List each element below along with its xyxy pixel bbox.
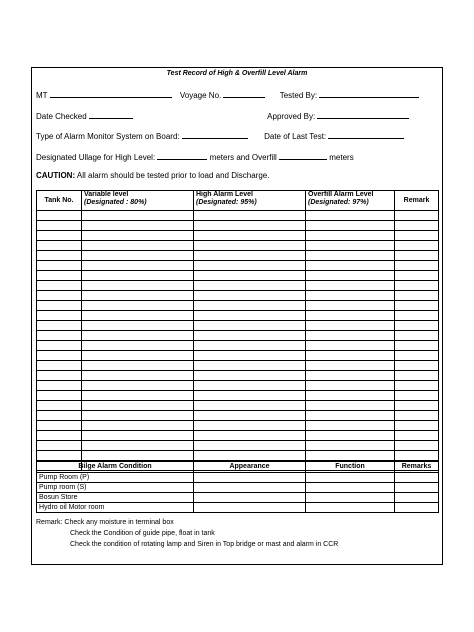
overfill-alarm-cell[interactable] — [306, 241, 395, 251]
remark-line-3: Check the condition of rotating lamp and Siren in Top bridge or mast and alarm in CCR — [70, 541, 339, 548]
tank-no-cell[interactable] — [37, 271, 82, 281]
overfill-alarm-cell[interactable] — [306, 291, 395, 301]
header-row-3 — [36, 130, 404, 141]
tank-no-cell[interactable] — [37, 261, 82, 271]
tank-no-cell[interactable] — [37, 331, 82, 341]
tank-no-cell[interactable] — [37, 281, 82, 291]
tank-no-cell[interactable] — [37, 411, 82, 421]
remark-cell[interactable] — [395, 281, 439, 291]
bilge-location: Hydro oil Motor room — [37, 503, 194, 513]
table-row — [37, 281, 439, 291]
remark-cell[interactable] — [395, 301, 439, 311]
variable-level-cell[interactable] — [82, 341, 194, 351]
remark-cell[interactable] — [395, 211, 439, 221]
overfill-alarm-cell[interactable] — [306, 411, 395, 421]
high-alarm-cell[interactable] — [194, 251, 306, 261]
high-alarm-cell[interactable] — [194, 331, 306, 341]
tank-no-cell[interactable] — [37, 431, 82, 441]
high-level-field[interactable] — [157, 151, 207, 160]
variable-level-cell[interactable] — [82, 331, 194, 341]
high-alarm-cell[interactable] — [194, 371, 306, 381]
variable-level-cell[interactable] — [82, 231, 194, 241]
col-remark: Remark — [395, 191, 439, 211]
appearance-cell[interactable] — [194, 493, 306, 503]
overfill-alarm-cell[interactable] — [306, 311, 395, 321]
overfill-alarm-cell[interactable] — [306, 381, 395, 391]
tested-by-field[interactable] — [319, 89, 419, 98]
variable-level-cell[interactable] — [82, 291, 194, 301]
tank-no-cell[interactable] — [37, 321, 82, 331]
remark-cell[interactable] — [395, 361, 439, 371]
caution-label: CAUTION: — [36, 171, 76, 180]
table-row — [37, 321, 439, 331]
alarm-system-label: Type of Alarm Monitor System on Board: — [36, 132, 180, 141]
header-row-4 — [36, 151, 354, 162]
form-frame — [31, 67, 443, 565]
overfill-alarm-cell[interactable] — [306, 351, 395, 361]
approved-by-field[interactable] — [317, 110, 409, 119]
tank-no-cell[interactable] — [37, 371, 82, 381]
overfill-alarm-cell[interactable] — [306, 361, 395, 371]
table-row — [37, 291, 439, 301]
overfill-alarm-cell[interactable] — [306, 371, 395, 381]
remark-cell[interactable] — [395, 441, 439, 451]
high-alarm-cell[interactable] — [194, 291, 306, 301]
alarm-test-table — [36, 190, 439, 471]
appearance-cell[interactable] — [194, 503, 306, 513]
remark-cell[interactable] — [395, 261, 439, 271]
table-row — [37, 261, 439, 271]
variable-level-cell[interactable] — [82, 281, 194, 291]
bilge-location: Pump Room (P) — [37, 473, 194, 483]
table-row — [37, 391, 439, 401]
variable-level-cell[interactable] — [82, 381, 194, 391]
high-alarm-cell[interactable] — [194, 451, 306, 461]
high-alarm-cell[interactable] — [194, 401, 306, 411]
high-alarm-cell[interactable] — [194, 231, 306, 241]
remark-line-1: Remark: Check any moisture in terminal box — [36, 519, 174, 526]
remark-cell[interactable] — [395, 231, 439, 241]
overfill-alarm-cell[interactable] — [306, 301, 395, 311]
variable-level-cell[interactable] — [82, 261, 194, 271]
high-alarm-cell[interactable] — [194, 431, 306, 441]
function-cell[interactable] — [306, 483, 395, 493]
remark-cell[interactable] — [395, 381, 439, 391]
overfill-alarm-cell[interactable] — [306, 331, 395, 341]
overfill-alarm-cell[interactable] — [306, 451, 395, 461]
remark-cell[interactable] — [395, 341, 439, 351]
table-row — [37, 331, 439, 341]
variable-level-cell[interactable] — [82, 241, 194, 251]
overfill-alarm-cell[interactable] — [306, 271, 395, 281]
high-alarm-cell[interactable] — [194, 381, 306, 391]
high-alarm-cell[interactable] — [194, 351, 306, 361]
voyage-field[interactable] — [223, 89, 265, 98]
tank-no-cell[interactable] — [37, 311, 82, 321]
high-alarm-cell[interactable] — [194, 361, 306, 371]
variable-level-cell[interactable] — [82, 251, 194, 261]
tank-no-cell[interactable] — [37, 251, 82, 261]
table-row — [37, 221, 439, 231]
remarks-cell[interactable] — [395, 483, 439, 493]
overfill-alarm-cell[interactable] — [306, 441, 395, 451]
remark-cell[interactable] — [395, 271, 439, 281]
caution-line — [36, 171, 269, 180]
remarks-block — [36, 517, 338, 550]
form-title: Test Record of High & Overfill Level Alarm — [166, 70, 308, 77]
approved-by-label: Approved By: — [267, 112, 316, 121]
remark-cell[interactable] — [395, 351, 439, 361]
high-alarm-cell[interactable] — [194, 341, 306, 351]
variable-level-cell[interactable] — [82, 431, 194, 441]
remark-cell[interactable] — [395, 331, 439, 341]
bilge-location: Pump room (S) — [37, 483, 194, 493]
overfill-alarm-cell[interactable] — [306, 221, 395, 231]
variable-level-cell[interactable] — [82, 451, 194, 461]
remarks-cell[interactable] — [395, 493, 439, 503]
overfill-alarm-cell[interactable] — [306, 431, 395, 441]
variable-level-cell[interactable] — [82, 391, 194, 401]
table-row — [37, 231, 439, 241]
table-row — [37, 371, 439, 381]
variable-level-cell[interactable] — [82, 401, 194, 411]
col-bilge-condition: Bilge Alarm Condition — [37, 462, 194, 473]
overfill-alarm-cell[interactable] — [306, 401, 395, 411]
tank-no-cell[interactable] — [37, 381, 82, 391]
caution-text: All alarm should be tested prior to load and Discharge. — [76, 171, 270, 180]
variable-level-cell[interactable] — [82, 311, 194, 321]
tank-no-cell[interactable] — [37, 441, 82, 451]
date-last-test-label: Date of Last Test: — [264, 132, 327, 141]
function-cell[interactable] — [306, 493, 395, 503]
tank-no-cell[interactable] — [37, 301, 82, 311]
table-row — [37, 411, 439, 421]
remarks-cell[interactable] — [395, 503, 439, 513]
function-cell[interactable] — [306, 473, 395, 483]
table-row — [37, 473, 439, 483]
table-row — [37, 401, 439, 411]
ullage-label: Designated Ullage for High Level: — [36, 153, 156, 162]
col-overfill-alarm: Overfill Alarm Level (Designated: 97%) — [306, 191, 395, 211]
table-row — [37, 381, 439, 391]
col-remarks: Remarks — [395, 462, 439, 473]
high-alarm-cell[interactable] — [194, 311, 306, 321]
table-row — [37, 241, 439, 251]
meters-label: meters — [329, 153, 354, 162]
remark-line-2: Check the Condition of guide pipe, float in tank — [70, 530, 215, 537]
remark-cell[interactable] — [395, 431, 439, 441]
overfill-field[interactable] — [279, 151, 327, 160]
tank-no-cell[interactable] — [37, 391, 82, 401]
overfill-alarm-cell[interactable] — [306, 421, 395, 431]
overfill-alarm-cell[interactable] — [306, 341, 395, 351]
voyage-label: Voyage No. — [179, 91, 222, 100]
table-row — [37, 341, 439, 351]
col-variable-level: Variable level (Designated : 80%) — [82, 191, 194, 211]
table-row — [37, 503, 439, 513]
high-alarm-cell[interactable] — [194, 301, 306, 311]
meters-overfill-label: meters and Overfill — [209, 153, 277, 162]
high-alarm-cell[interactable] — [194, 211, 306, 221]
variable-level-cell[interactable] — [82, 221, 194, 231]
bilge-alarm-table — [36, 461, 439, 513]
header-row-2 — [36, 110, 409, 121]
remark-cell[interactable] — [395, 311, 439, 321]
variable-level-cell[interactable] — [82, 271, 194, 281]
date-checked-label: Date Checked — [36, 112, 87, 121]
table-row — [37, 483, 439, 493]
tank-no-cell[interactable] — [37, 351, 82, 361]
table-row — [37, 251, 439, 261]
bilge-header-row — [37, 462, 439, 473]
overfill-alarm-cell[interactable] — [306, 251, 395, 261]
high-alarm-cell[interactable] — [194, 391, 306, 401]
date-last-test-field[interactable] — [328, 130, 404, 139]
tank-no-cell[interactable] — [37, 341, 82, 351]
overfill-alarm-cell[interactable] — [306, 281, 395, 291]
high-alarm-cell[interactable] — [194, 271, 306, 281]
variable-level-cell[interactable] — [82, 371, 194, 381]
table-row — [37, 431, 439, 441]
table-row — [37, 301, 439, 311]
alarm-system-field[interactable] — [182, 130, 248, 139]
table-row — [37, 311, 439, 321]
tank-no-cell[interactable] — [37, 241, 82, 251]
variable-level-cell[interactable] — [82, 211, 194, 221]
tested-by-label: Tested By: — [279, 91, 318, 100]
remark-cell[interactable] — [395, 391, 439, 401]
col-function: Function — [306, 462, 395, 473]
remark-cell[interactable] — [395, 221, 439, 231]
high-alarm-cell[interactable] — [194, 241, 306, 251]
table-row — [37, 271, 439, 281]
remark-cell[interactable] — [395, 251, 439, 261]
tank-no-cell[interactable] — [37, 221, 82, 231]
variable-level-cell[interactable] — [82, 411, 194, 421]
table-row — [37, 211, 439, 221]
tank-no-cell[interactable] — [37, 211, 82, 221]
bilge-location: Bosun Store — [37, 493, 194, 503]
date-checked-field[interactable] — [89, 110, 133, 119]
table-row — [37, 361, 439, 371]
variable-level-cell[interactable] — [82, 301, 194, 311]
variable-level-cell[interactable] — [82, 351, 194, 361]
table-row — [37, 351, 439, 361]
function-cell[interactable] — [306, 503, 395, 513]
header-row-1 — [36, 89, 419, 100]
table-header-row — [37, 191, 439, 211]
table-row — [37, 421, 439, 431]
overfill-alarm-cell[interactable] — [306, 391, 395, 401]
appearance-cell[interactable] — [194, 483, 306, 493]
table-row — [37, 493, 439, 503]
remark-cell[interactable] — [395, 421, 439, 431]
appearance-cell[interactable] — [194, 473, 306, 483]
tank-no-cell[interactable] — [37, 401, 82, 411]
mt-field[interactable] — [50, 89, 172, 98]
high-alarm-cell[interactable] — [194, 321, 306, 331]
remark-cell[interactable] — [395, 321, 439, 331]
tank-no-cell[interactable] — [37, 361, 82, 371]
overfill-alarm-cell[interactable] — [306, 211, 395, 221]
high-alarm-cell[interactable] — [194, 441, 306, 451]
col-tank-no: Tank No. — [37, 191, 82, 211]
high-alarm-cell[interactable] — [194, 221, 306, 231]
high-alarm-cell[interactable] — [194, 411, 306, 421]
col-high-alarm: High Alarm Level (Designated: 95%) — [194, 191, 306, 211]
remark-cell[interactable] — [395, 371, 439, 381]
high-alarm-cell[interactable] — [194, 421, 306, 431]
tank-no-cell[interactable] — [37, 231, 82, 241]
remarks-cell[interactable] — [395, 473, 439, 483]
overfill-alarm-cell[interactable] — [306, 321, 395, 331]
remark-cell[interactable] — [395, 291, 439, 301]
variable-level-cell[interactable] — [82, 441, 194, 451]
tank-no-cell[interactable] — [37, 421, 82, 431]
variable-level-cell[interactable] — [82, 421, 194, 431]
high-alarm-cell[interactable] — [194, 281, 306, 291]
remark-cell[interactable] — [395, 401, 439, 411]
tank-no-cell[interactable] — [37, 451, 82, 461]
high-alarm-cell[interactable] — [194, 261, 306, 271]
variable-level-cell[interactable] — [82, 321, 194, 331]
table-row — [37, 451, 439, 461]
col-appearance: Appearance — [194, 462, 306, 473]
remark-cell[interactable] — [395, 411, 439, 421]
tank-no-cell[interactable] — [37, 291, 82, 301]
mt-label: MT — [36, 91, 48, 100]
remark-cell[interactable] — [395, 451, 439, 461]
variable-level-cell[interactable] — [82, 361, 194, 371]
overfill-alarm-cell[interactable] — [306, 231, 395, 241]
overfill-alarm-cell[interactable] — [306, 261, 395, 271]
remark-cell[interactable] — [395, 241, 439, 251]
table-row — [37, 441, 439, 451]
